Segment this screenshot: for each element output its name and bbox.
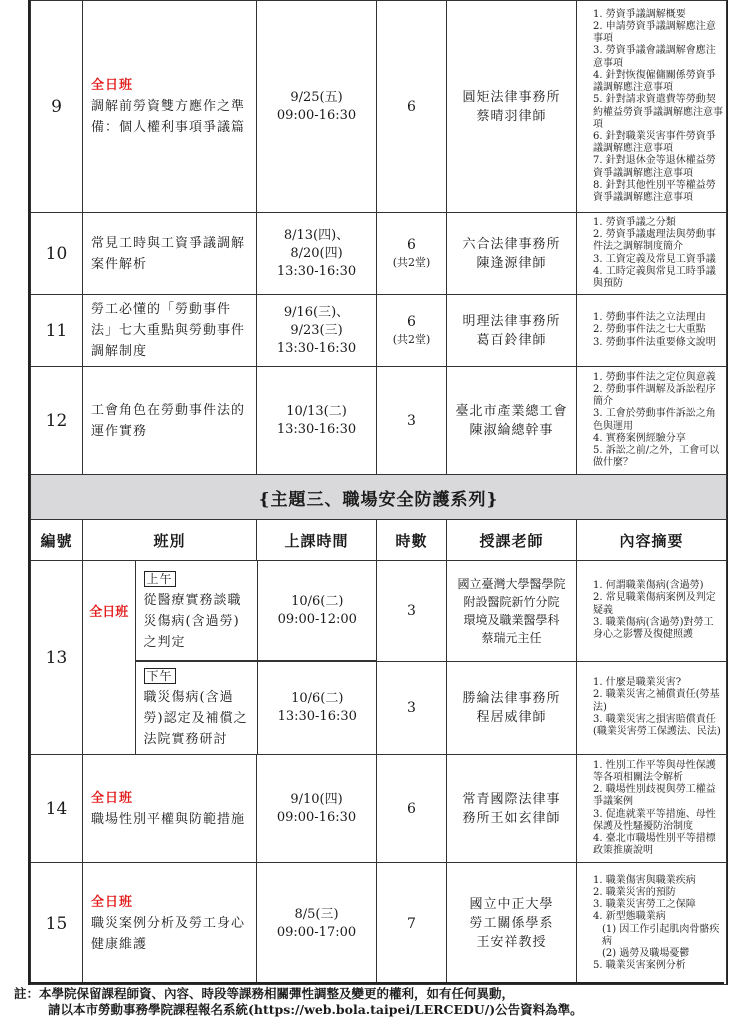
hours-note: (共2堂) [392,255,431,269]
course-content [577,561,727,662]
teacher-line: 陳逢源律師 [476,255,547,271]
content-item: 1. 勞資爭議調解概要 [593,8,686,20]
teacher-line: 六合法律事務所 [462,236,561,252]
course-teacher [447,367,577,475]
course-hours: 6 (共2堂) [377,295,447,367]
theme3-banner-row [31,475,727,520]
header-teacher: 授課老師 [447,520,577,561]
course-class [83,367,257,475]
content-item: (2) 過勞及職場憂鬱 [602,947,690,959]
table-row [31,661,727,755]
content-item: 3. 勞動事件法重要條文說明 [593,336,716,348]
am-tag: 上午 [144,571,176,587]
course-teacher [447,1,577,213]
course-content [577,661,727,755]
content-item: 4. 針對恢復僱傭關係勞資爭議調解應注意事項 [593,69,716,94]
course-number: 11 [31,295,83,367]
content-item: 1. 何謂職業傷病(含過勞) [593,580,704,592]
course-number: 13 [31,561,83,755]
teacher-line: 常青國際法律事 [462,791,561,807]
teacher-line: 王安祥教授 [476,935,547,950]
course-hours-range: 13:30-16:30 [277,709,357,724]
course-title: 常見工時與工資爭議調解案件解析 [91,235,246,272]
content-item: 3. 職業傷病(含過勞)對勞工身心之影響及復健照護 [593,616,714,641]
content-item: 4. 工時定義與常見工時爭議與預防 [593,265,716,289]
course-time [257,755,377,863]
course-content [577,295,727,367]
header-content: 內容摘要 [577,520,727,561]
course-content [577,863,727,985]
course-class [83,1,257,213]
course-time-line: 9/10(四) [290,791,343,807]
course-title: 勞工必懂的「勞動事件法」七大重點與勞動事件調解制度 [91,302,246,359]
footnote [14,986,726,1018]
course-teacher: 勝綸法律事務所 程居威律師 [447,661,577,755]
table-row [31,863,727,985]
table-row [31,561,727,662]
course-number: 14 [31,755,83,863]
course-time-line: 09:00-16:30 [276,809,357,825]
header-num: 編號 [31,520,83,561]
course-time-line: 8/5(三) [294,906,339,922]
footnote-line-1: 註：本學院保留課程師資、內容、時段等課務相關彈性調整及變更的權利，如有任何異動， [14,986,515,1001]
teacher-line: 明理法律事務所 [462,313,561,329]
content-item: 2. 常見職業傷病案例及判定疑義 [593,592,716,616]
content-item: 3. 職業災害之損害賠償責任(職業災害勞工保護法、民法) [593,713,721,738]
course-hours: 3 [377,561,447,662]
content-item: 3. 工會於勞動事件訴訟之角色與運用 [593,408,716,432]
course-number: 12 [31,367,83,475]
content-item: 2. 職業災害的預防 [593,886,676,898]
content-item: 7. 針對退休金等退休權益勞資爭議調解應注意事項 [593,155,716,179]
content-item: 3. 促進就業平等措施、母性保護及性騷擾防治制度 [593,808,716,832]
content-item: 2. 勞動事件調解及訴訟程序簡介 [593,383,716,408]
course-time-line: 8/13(四)、 [283,227,350,243]
table-row [31,367,727,475]
teacher-line: 圓矩法律事務所 [462,89,561,105]
course-hours: 3 [377,661,447,755]
content-item: 3. 工資定義及常見工資爭議 [593,253,716,265]
full-day-badge: 全日班 [91,790,134,806]
content-item: 3. 勞資爭議會議調解會應注意事項 [593,45,716,69]
content-item: 4. 實務案例經驗分享 [593,432,686,444]
course-teacher [447,755,577,863]
content-item: 1. 職業傷害與職業疾病 [593,874,696,886]
content-item: 2. 職業災害之補償責任(勞基法) [593,689,720,713]
course-time-line: 8/20(四) [290,245,343,261]
course-table [30,0,727,985]
course-time-line: 9/16(三)、 [283,304,350,320]
course-number: 10 [31,213,83,295]
course-class [83,213,257,295]
course-time [257,863,377,985]
course-title: 調解前勞資雙方應作之準備：個人權利事項爭議篇 [91,99,246,135]
content-item: 1. 勞動事件法之定位與意義 [593,371,716,383]
rows-theme3 [31,755,727,985]
course-content [577,213,727,295]
content-item: 4. 新型態職業病 [593,911,666,923]
course-time-line: 9/23(三) [290,322,343,338]
course-time [257,1,377,213]
course-title: 職災傷病(含過勞)認定及補償之法院實務研討 [143,690,248,747]
course-title: 職場性別平權與防範措施 [91,811,246,827]
course-time-line: 9/25(五) [290,89,343,105]
course-time-line: 13:30-16:30 [276,340,357,356]
course-class [83,755,257,863]
course-time [257,367,377,475]
table-row [31,755,727,863]
course-content [577,1,727,213]
teacher-line: 國立中正大學 [469,897,554,912]
course-time-line: 13:30-16:30 [276,421,357,437]
course-date: 10/6(二) [291,691,344,706]
course-time-line: 10/13(二) [286,403,347,419]
course-time [257,213,377,295]
course-schedule-sheet [28,0,728,985]
course-time-line: 09:00-17:00 [276,924,357,940]
content-item: 2. 勞資爭議處理法與勞動事件法之調解制度簡介 [593,229,716,253]
course-teacher: 國立臺灣大學醫學院 附設醫院新竹分院 環境及職業醫學科 蔡瑞元主任 [447,561,577,662]
course-title: 職災案例分析及勞工身心健康維護 [91,916,246,952]
teacher-line: 陳淑綸總幹事 [469,422,554,438]
course-title: 從醫療實務談職災傷病(含過勞)之判定 [143,592,242,650]
teacher-line: 勞工關係學系 [469,916,554,931]
course-time [257,295,377,367]
content-item: 1. 什麼是職業災害? [593,677,682,689]
course-teacher [447,295,577,367]
content-item: (1) 因工作引起肌肉骨骼疾病 [602,923,720,947]
course-class [83,863,257,985]
course-time-line: 13:30-16:30 [276,263,357,279]
content-item: 8. 針對其他性別平等權益勞資爭議調解應注意事項 [593,179,716,203]
teacher-line: 臺北市產業總工會 [455,403,568,419]
course-hours: 6 [377,1,447,213]
table-row [31,1,727,213]
full-day-badge: 全日班 [91,78,134,93]
content-item: 1. 性別工作平等與母性保護等各項相關法令解析 [593,759,716,783]
course-hours: 3 [377,367,447,475]
content-item: 5. 訴訟之前/之外，工會可以做什麼？ [593,444,720,469]
course-number: 15 [31,863,83,985]
table-row [31,295,727,367]
pm-tag: 下午 [144,668,176,684]
content-item: 2. 申請勞資爭議調解應注意事項 [593,21,716,45]
course-date: 10/6(二) [291,593,344,609]
course-content [577,755,727,863]
content-item: 2. 勞動事件法之七大重點 [593,324,706,336]
course-number: 9 [31,1,83,213]
bottom-rule [28,982,724,984]
full-day-badge: 全日班 [83,561,135,661]
header-hours: 時數 [377,520,447,561]
course-hours: 6 (共2堂) [377,213,447,295]
content-item: 5. 職業災害案例分析 [593,960,686,972]
teacher-line: 葛百鈴律師 [476,332,547,348]
full-day-badge: 全日班 [91,895,134,910]
content-item: 6. 針對職業災害事件勞資爭議調解應注意事項 [593,130,716,155]
course-content [577,367,727,475]
hours-note: (共2堂) [392,332,431,346]
teacher-line: 務所王如玄律師 [462,810,561,826]
content-item: 3. 職業災害勞工之保障 [593,899,696,911]
content-item: 1. 勞資爭議之分類 [593,216,676,228]
header-row [31,520,727,561]
theme3-title: {主題三、職場安全防護系列} [31,475,727,520]
course-teacher [447,863,577,985]
course-title: 工會角色在勞動事件法的運作實務 [91,402,246,439]
content-item: 4. 臺北市職場性別平等措標政策推廣說明 [593,832,716,857]
table-row [31,213,727,295]
course-time-line: 09:00-16:30 [276,107,357,123]
course-teacher [447,213,577,295]
header-time: 上課時間 [257,520,377,561]
content-item: 1. 勞動事件法之立法理由 [593,312,706,324]
rows-theme2 [31,1,727,475]
course-hours: 6 [377,755,447,863]
course-class [83,295,257,367]
header-class: 班別 [83,520,257,561]
course-hours-range: 09:00-12:00 [277,611,357,627]
row-13-group [31,561,727,755]
footnote-line-2: 請以本市勞動事務學院課程報名系統(https://web.bola.taipei/LERCEDU/)公告資料為準。 [48,1002,583,1017]
course-hours: 7 [377,863,447,985]
content-item: 5. 針對請求資遣費等勞動契約權益勞資爭議調解應注意事項 [593,94,723,130]
teacher-line: 蔡晴羽律師 [476,108,547,124]
content-item: 2. 職場性別歧視與勞工權益爭議案例 [593,784,716,808]
